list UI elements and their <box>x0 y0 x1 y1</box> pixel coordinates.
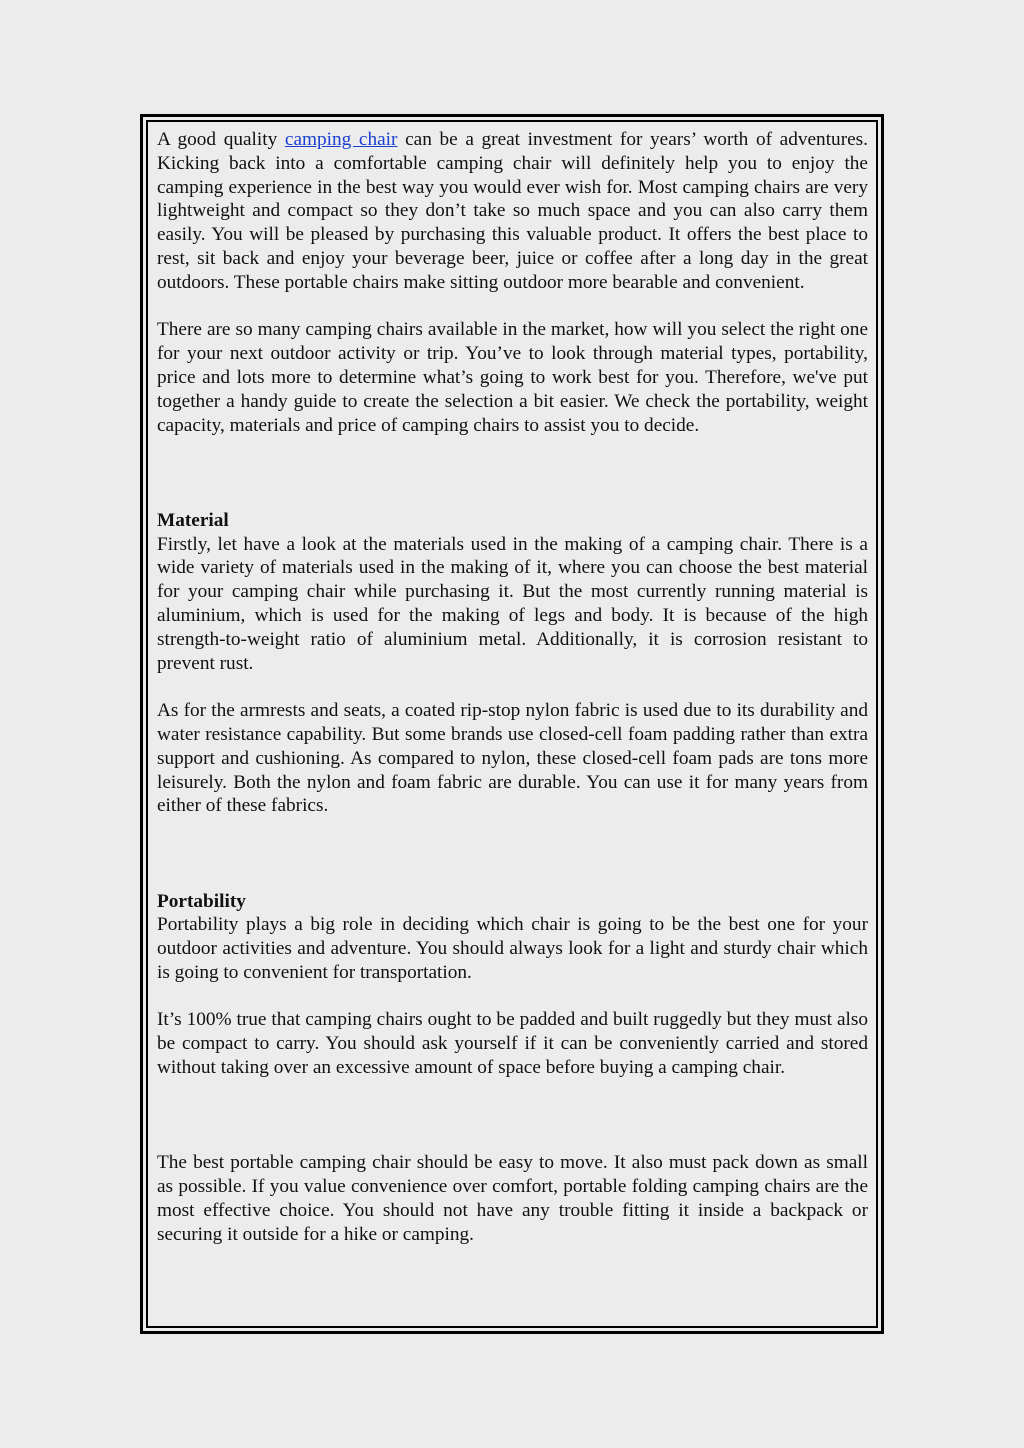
section-spacer <box>157 1080 868 1151</box>
intro-paragraph-1 <box>157 128 868 295</box>
material-paragraph-2: As for the armrests and seats, a coated rip-stop nylon fabric is used due to its durability and water resistance capability. But some brands use closed-cell foam padding rather than extra support and cushioning. As compared to nylon, these closed-cell foam pads are tons more leisurely. Both the nylon and foam fabric are durable. You can use it for many years from either of these fabrics. <box>157 700 868 817</box>
material-paragraph-1: Firstly, let have a look at the materials used in the making of a camping chair. There is a wide variety of materials used in the making of it, where you can choose the best material for your camping chair while purchasing it. But the most currently running material is aluminium, which is used for the making of legs and body. It is because of the high strength-to-weight ratio of aluminium metal. Additionally, it is corrosion resistant to prevent rust. <box>157 533 868 674</box>
document-frame <box>140 114 884 1334</box>
portability-heading: Portability <box>157 890 246 912</box>
section-spacer <box>157 437 868 508</box>
intro-text-after-link: can be a great investment for years’ worth of adventures. Kicking back into a comfortable camping chair will definitely help you to enjoy the camping experience in the best way you would ever wish for. Most camping chairs are very lightweight and compact so they don’t take so much space and you can also carry them easily. You will be pleased by purchasing this valuable product. It offers the best place to rest, sit back and enjoy your beverage beer, juice or coffee after a long day in the great outdoors. These portable chairs make sitting outdoor more bearable and convenient. <box>157 129 868 293</box>
document-body <box>146 120 878 1328</box>
intro-text-before-link: A good quality <box>157 129 285 150</box>
material-heading: Material <box>157 509 229 531</box>
portability-paragraph-2: It’s 100% true that camping chairs ought to be padded and built ruggedly but they must also be compact to carry. You should ask yourself if it can be conveniently carried and stored without taking over an excessive amount of space before buying a camping chair. <box>157 1009 868 1079</box>
portability-paragraph-3: The best portable camping chair should be easy to move. It also must pack down as small as possible. If you value convenience over comfort, portable folding camping chairs are the most effective choice. You should not have any trouble fitting it inside a backpack or securing it outside for a hike or camping. <box>157 1152 868 1245</box>
section-spacer <box>157 818 868 889</box>
intro-paragraph-2: There are so many camping chairs available in the market, how will you select the right one for your next outdoor activity or trip. You’ve to look through material types, portability, price and lots more to determine what’s going to work best for you. Therefore, we've put together a handy guide to create the selection a bit easier. We check the portability, weight capacity, materials and price of camping chairs to assist you to decide. <box>157 319 868 436</box>
camping-chair-link[interactable]: camping chair <box>284 129 398 150</box>
portability-paragraph-1: Portability plays a big role in deciding which chair is going to be the best one for your outdoor activities and adventure. You should always look for a light and sturdy chair which is going to convenient for transportation. <box>157 914 868 983</box>
